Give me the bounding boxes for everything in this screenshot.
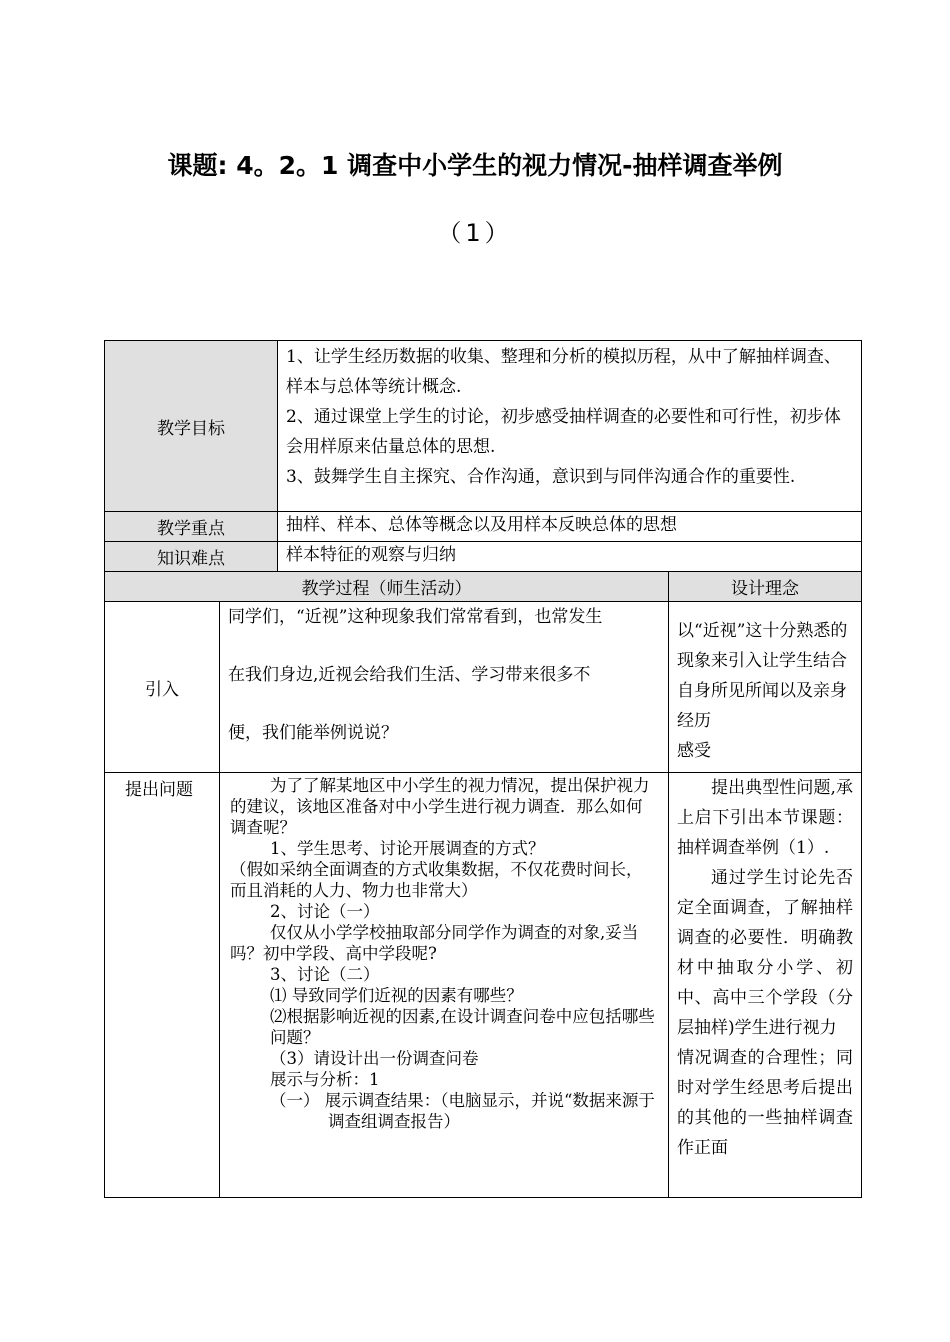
difficulty-label: 知识难点 [104, 541, 278, 572]
intro-cell [219, 601, 669, 773]
goals-label: 教学目标 [104, 340, 278, 512]
intro-label: 引入 [104, 601, 220, 773]
problem-sub-1: ⑴ 导致同学们近视的因素有哪些？ [270, 986, 523, 1005]
problem-item-2: 2、讨论（一） [270, 902, 380, 921]
design-header: 设计理念 [668, 571, 862, 602]
problem-sub-3: （3）请设计出一份调查问卷 [270, 1049, 479, 1068]
lesson-title: 课题: 4。2。1 调查中小学生的视力情况-抽样调查举例 [167, 151, 783, 180]
problem-item-1: 1、学生思考、讨论开展调查的方式？ [270, 839, 545, 858]
problem-intro: 为了了解某地区中小学生的视力情况，提出保护视力的建议，该地区准备对中小学生进行视力调查．那么如何调查呢？ [230, 776, 650, 837]
problem-design-3: 情况调查的合理性；同时对学生经思考后提出的其他的一些抽样调查作正面 [677, 1048, 853, 1158]
process-header: 教学过程（师生活动） [104, 571, 669, 602]
problem-item-3: 3、讨论（二） [270, 965, 380, 984]
goal-1: 1、让学生经历数据的收集、整理和分析的模拟历程，从中了解抽样调查、样本与总体等统计概念. [286, 347, 841, 397]
intro-line-3: 便，我们能举例说说？ [228, 723, 398, 743]
intro-line-1: 同学们，“近视”这种现象我们常常看到，也常发生 [228, 607, 603, 627]
problem-sub-2: ⑵根据影响近视的因素,在设计调查问卷中应包括哪些问题？ [270, 1007, 655, 1047]
intro-design: 以“近视”这十分熟悉的现象来引入让学生结合自身所见所闻以及亲身经历 感受 [668, 601, 862, 773]
goal-3: 3、鼓舞学生自主探究、合作沟通，意识到与同伴沟通合作的重要性. [286, 467, 796, 487]
problem-discussion-1: 仅仅从小学学校抽取部分同学作为调查的对象,妥当吗？初中学段、高中学段呢? [230, 923, 639, 963]
problem-design [668, 772, 862, 1198]
goal-2: 2、通过课堂上学生的讨论，初步感受抽样调查的必要性和可行性，初步体会用样原来估量总体的思想. [286, 407, 841, 457]
lesson-title-number: （1） [437, 219, 513, 247]
difficulty-text: 样本特征的观察与归纳 [277, 541, 862, 572]
problem-show-results: （一） 展示调查结果：（电脑显示，并说“数据来源于调查组调查报告） [270, 1091, 655, 1131]
problem-label: 提出问题 [104, 772, 220, 1198]
problem-design-2: 通过学生讨论先否定全面调查，了解抽样调查的必要性．明确教材中抽取分小学、初中、高中三个学段（分层抽样)学生进行视力 [677, 868, 853, 1038]
problem-analysis: 展示与分析：1 [270, 1070, 380, 1089]
key-label: 教学重点 [104, 511, 278, 542]
problem-note: （假如采纳全面调查的方式收集数据，不仅花费时间长，而且消耗的人力、物力也非常大） [230, 860, 643, 900]
problem-cell [219, 772, 669, 1198]
key-text: 抽样、样本、总体等概念以及用样本反映总体的思想 [277, 511, 862, 542]
goals-cell [277, 340, 862, 512]
intro-line-2: 在我们身边,近视会给我们生活、学习带来很多不 [228, 665, 591, 685]
problem-design-1: 提出典型性问题,承上启下引出本节课题：抽样调查举例（1）. [677, 778, 853, 858]
